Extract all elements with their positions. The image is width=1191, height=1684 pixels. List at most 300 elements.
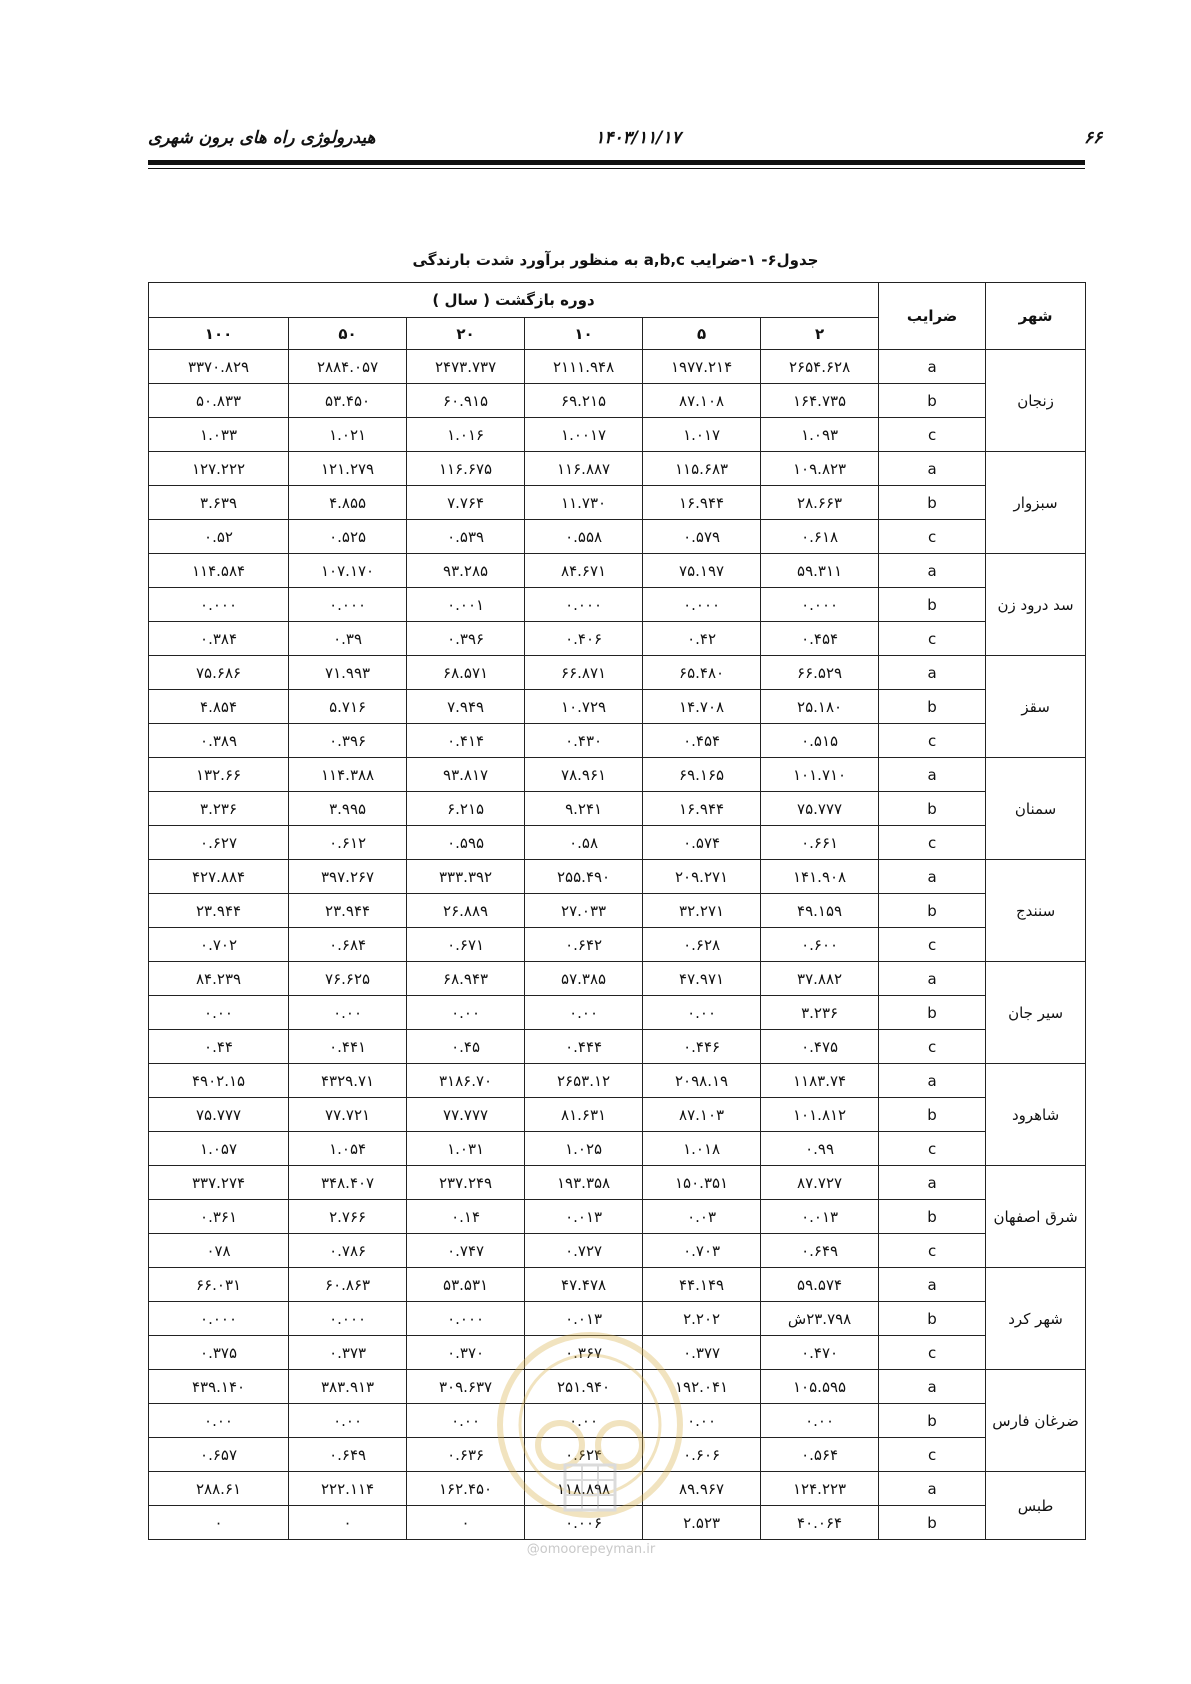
header-title: هیدرولوژی راه های برون شهری [148,128,376,148]
table-row [149,554,1086,588]
coefficient-value: ۳۱۸۶.۷۰ [407,1064,525,1098]
coefficient-value: ۸۷.۱۰۳ [643,1098,761,1132]
coefficient-value: ۰.۴۰۶ [525,622,643,656]
coefficient-label: a [879,1166,986,1200]
return-period-4: ۵۰ [289,318,407,350]
coefficient-value: ۳۲.۲۷۱ [643,894,761,928]
coefficient-value: ۷۵.۷۷۷ [761,792,879,826]
coefficient-value: ۸۷.۱۰۸ [643,384,761,418]
coefficient-value: ۳۹۷.۲۶۷ [289,860,407,894]
coefficient-value: ۰.۴۴ [149,1030,289,1064]
coefficient-value: ۲۲۲.۱۱۴ [289,1472,407,1506]
coefficient-label: a [879,554,986,588]
coefficient-value: ۰.۰۰ [407,996,525,1030]
coefficient-value: ۲۵.۱۸۰ [761,690,879,724]
city-name: سمنان [986,758,1086,860]
coefficient-value: ۰.۰۰۰ [643,588,761,622]
coefficient-value: ۲۸۸۴.۰۵۷ [289,350,407,384]
table-row [149,418,1086,452]
coefficient-value: ۰.۰۰۶ [525,1506,643,1540]
coefficient-value: ۱.۰۵۷ [149,1132,289,1166]
coefficient-label: b [879,1302,986,1336]
coefficient-value: ۰.۴۱۴ [407,724,525,758]
coefficient-label: c [879,622,986,656]
coefficient-value: ۰.۵۹۵ [407,826,525,860]
coefficient-value: ۸۱.۶۳۱ [525,1098,643,1132]
table-row [149,520,1086,554]
coefficient-value: ۰.۳۷۳ [289,1336,407,1370]
table-row [149,1200,1086,1234]
coefficient-value: ۴۳۲۹.۷۱ [289,1064,407,1098]
coefficient-label: c [879,826,986,860]
return-period-0: ۲ [761,318,879,350]
table-row [149,452,1086,486]
coefficient-value: ۱.۰۲۱ [289,418,407,452]
coefficient-value: ۰.۰۱۳ [525,1200,643,1234]
coefficient-value: ۰.۴۵ [407,1030,525,1064]
coefficient-value: ۰.۳۶۱ [149,1200,289,1234]
coefficient-label: a [879,1268,986,1302]
table-row [149,1506,1086,1540]
coefficient-value: ۰.۵۳۹ [407,520,525,554]
table-caption: جدول۶- ۱-ضرایب a,b,c به منظور برآورد شدت بارندگی [412,251,819,269]
coefficient-value: ۷۸.۹۶۱ [525,758,643,792]
table-row [149,1336,1086,1370]
coefficient-value: ۰.۶۱۲ [289,826,407,860]
coefficient-value: ۱۶۴.۷۳۵ [761,384,879,418]
coefficient-value: ۷۷.۷۲۱ [289,1098,407,1132]
coefficient-value: ۱۱۴.۵۸۴ [149,554,289,588]
coefficient-value: ۳.۶۳۹ [149,486,289,520]
coefficient-value: ۲۵۵.۴۹۰ [525,860,643,894]
coefficient-value: ۰.۷۰۳ [643,1234,761,1268]
coefficient-value: ۵۰.۸۳۳ [149,384,289,418]
coefficient-value: ۰.۰۰ [643,996,761,1030]
coefficient-value: ۰ [289,1506,407,1540]
coefficient-value: ۰.۶۱۸ [761,520,879,554]
coefficient-value: ۰.۰۰ [149,996,289,1030]
coefficient-value: ۲۳.۷۹۸ش [761,1302,879,1336]
coefficient-value: ۲۰۹.۲۷۱ [643,860,761,894]
coefficient-value: ۰.۶۰۰ [761,928,879,962]
coefficient-value: ۵.۷۱۶ [289,690,407,724]
coefficient-value: ۲۶.۸۸۹ [407,894,525,928]
coefficient-value: ۰.۴۵۴ [761,622,879,656]
coefficient-value: ۶۰.۸۶۳ [289,1268,407,1302]
coefficient-value: ۴۹.۱۵۹ [761,894,879,928]
coefficient-value: ۰ [407,1506,525,1540]
coefficient-value: ۰.۶۶۱ [761,826,879,860]
coefficient-value: ۶۰.۹۱۵ [407,384,525,418]
city-name: ضرغان فارس [986,1370,1086,1472]
coefficient-value: ۰.۰۰۰ [525,588,643,622]
city-name: سبزوار [986,452,1086,554]
coefficient-value: ۷۶.۶۲۵ [289,962,407,996]
coefficient-value: ۰ [149,1506,289,1540]
coefficient-value: ۱۱۸۳.۷۴ [761,1064,879,1098]
coefficient-value: ۵۳.۵۳۱ [407,1268,525,1302]
coefficient-value: ۱.۰۱۶ [407,418,525,452]
coefficient-value: ۵۳.۴۵۰ [289,384,407,418]
coefficient-value: ۰.۶۴۹ [289,1438,407,1472]
coefficient-value: ۰.۵۵۸ [525,520,643,554]
coefficient-value: ۰.۶۲۸ [643,928,761,962]
coefficient-label: a [879,962,986,996]
coefficient-label: b [879,1098,986,1132]
coefficient-value: ۰.۰۱۳ [761,1200,879,1234]
coefficient-value: ۱۲۴.۲۲۳ [761,1472,879,1506]
coefficient-label: b [879,1506,986,1540]
watermark-site: @omoorepeyman.ir [526,1542,656,1557]
coefficient-value: ۰.۰۰ [761,1404,879,1438]
coefficient-value: ۱۰۱.۷۱۰ [761,758,879,792]
coefficient-value: ۰.۵۶۴ [761,1438,879,1472]
coefficient-value: ۰.۰۰ [525,1404,643,1438]
page-number: ۶۶ [1084,128,1103,148]
coefficient-value: ۱۴۱.۹۰۸ [761,860,879,894]
table-row [149,1234,1086,1268]
coefficient-value: ۱۲۷.۲۲۲ [149,452,289,486]
coefficient-value: ۱.۰۳۱ [407,1132,525,1166]
city-name: سد درود زن [986,554,1086,656]
coefficient-value: ۸۴.۶۷۱ [525,554,643,588]
coefficient-value: ۷۷.۷۷۷ [407,1098,525,1132]
coefficient-value: ۶۹.۲۱۵ [525,384,643,418]
coefficient-value: ۱.۰۳۳ [149,418,289,452]
coefficient-value: ۲۱۱۱.۹۴۸ [525,350,643,384]
coefficient-value: ۱۰۱.۸۱۲ [761,1098,879,1132]
coefficient-value: ۰.۴۵۴ [643,724,761,758]
coefficient-value: ۱۴.۷۰۸ [643,690,761,724]
coefficient-value: ۰.۰۱۳ [525,1302,643,1336]
coefficient-value: ۲۰۹۸.۱۹ [643,1064,761,1098]
coefficient-value: ۱۰۷.۱۷۰ [289,554,407,588]
coefficient-value: ۰.۰۰ [289,996,407,1030]
coefficient-value: ۰.۱۴ [407,1200,525,1234]
coefficient-value: ۲۷.۰۳۳ [525,894,643,928]
coefficient-label: b [879,384,986,418]
coefficient-label: b [879,996,986,1030]
coefficient-value: ۴۹۰۲.۱۵ [149,1064,289,1098]
coefficient-value: ۱.۰۱۷ [643,418,761,452]
coefficient-value: ۰.۳۷۵ [149,1336,289,1370]
coefficient-value: ۴۲۷.۸۸۴ [149,860,289,894]
header-rule-thick [148,160,1085,165]
coefficient-value: ۱۹۷۷.۲۱۴ [643,350,761,384]
coefficient-label: a [879,860,986,894]
coefficient-value: ۶۶.۸۷۱ [525,656,643,690]
coefficient-label: a [879,1064,986,1098]
coefficient-label: c [879,1438,986,1472]
coefficient-value: ۰.۳۶۷ [525,1336,643,1370]
table-row [149,792,1086,826]
coefficient-value: ۱۱.۷۳۰ [525,486,643,520]
coefficient-label: b [879,894,986,928]
coefficient-value: ۳.۲۳۶ [149,792,289,826]
coefficient-value: ۰.۷۴۷ [407,1234,525,1268]
coefficient-value: ۰.۷۲۷ [525,1234,643,1268]
coefficient-label: a [879,350,986,384]
coefficient-value: ۰.۶۷۱ [407,928,525,962]
coefficient-value: ۶۹.۱۶۵ [643,758,761,792]
coefficient-value: ۹۳.۸۱۷ [407,758,525,792]
coefficient-value: ۱۳۲.۶۶ [149,758,289,792]
coefficient-label: a [879,452,986,486]
coefficient-value: ۰.۶۸۴ [289,928,407,962]
coefficient-value: ۱.۰۵۴ [289,1132,407,1166]
coefficient-value: ۹۳.۲۸۵ [407,554,525,588]
table-row [149,758,1086,792]
coefficient-value: ۰.۴۴۴ [525,1030,643,1064]
coefficient-value: ۲۵۱.۹۴۰ [525,1370,643,1404]
coefficient-value: ۳۰۹.۶۳۷ [407,1370,525,1404]
coefficient-value: ۰.۰۰۰ [761,588,879,622]
coefficient-value: ۸۴.۲۳۹ [149,962,289,996]
coefficient-value: ۰.۴۴۱ [289,1030,407,1064]
table-row [149,1064,1086,1098]
coefficient-value: ۰.۰۰۰ [289,1302,407,1336]
coefficient-value: ۱.۰۱۸ [643,1132,761,1166]
coefficient-value: ۱۱۶.۶۷۵ [407,452,525,486]
coefficient-value: ۸۷.۷۲۷ [761,1166,879,1200]
coefficient-value: ۲۴۷۳.۷۳۷ [407,350,525,384]
coefficient-label: b [879,486,986,520]
coefficient-value: ۱۱۸.۸۹۸ [525,1472,643,1506]
coefficient-value: ۰۷۸ [149,1234,289,1268]
coefficient-value: ۳.۹۹۵ [289,792,407,826]
coefficient-label: c [879,1132,986,1166]
coefficient-value: ۰.۳۸۴ [149,622,289,656]
city-name: شرق اصفهان [986,1166,1086,1268]
coefficient-value: ۶۸.۹۴۳ [407,962,525,996]
coefficient-value: ۱۰۵.۵۹۵ [761,1370,879,1404]
coefficient-value: ۹.۲۴۱ [525,792,643,826]
coefficient-value: ۰.۰۰ [289,1404,407,1438]
coefficient-value: ۰.۶۲۴ [525,1438,643,1472]
coefficient-value: ۰.۰۰ [407,1404,525,1438]
coefficient-value: ۰.۶۲۷ [149,826,289,860]
coefficient-value: ۰.۰۰۰ [149,1302,289,1336]
coefficient-value: ۴۷.۴۷۸ [525,1268,643,1302]
coefficient-value: ۷۵.۱۹۷ [643,554,761,588]
coefficient-value: ۳۳۷.۲۷۴ [149,1166,289,1200]
table-row [149,486,1086,520]
coefficient-label: b [879,690,986,724]
table-row [149,894,1086,928]
coefficient-value: ۴۳۹.۱۴۰ [149,1370,289,1404]
table-row [149,1370,1086,1404]
coefficient-value: ۱۱۶.۸۸۷ [525,452,643,486]
city-name: طبس [986,1472,1086,1540]
city-name: سنندج [986,860,1086,962]
coefficient-label: a [879,1370,986,1404]
coefficient-value: ۰.۴۷۵ [761,1030,879,1064]
table-row [149,1404,1086,1438]
coefficient-value: ۰.۰۰ [149,1404,289,1438]
table-row [149,928,1086,962]
coefficient-value: ۰.۴۷۰ [761,1336,879,1370]
coefficient-label: c [879,1030,986,1064]
coefficient-value: ۴۴.۱۴۹ [643,1268,761,1302]
coefficient-label: b [879,1200,986,1234]
coefficient-value: ۲۳۷.۲۴۹ [407,1166,525,1200]
coefficient-value: ۰.۰۰۰ [149,588,289,622]
header-date: ۱۴۰۳/۱۱/۱۷ [595,128,681,148]
city-name: شهر کرد [986,1268,1086,1370]
coefficient-label: a [879,656,986,690]
coefficient-value: ۵۹.۳۱۱ [761,554,879,588]
coefficient-value: ۰.۷۸۶ [289,1234,407,1268]
coefficient-label: b [879,1404,986,1438]
coefficient-label: c [879,1336,986,1370]
coefficient-label: b [879,588,986,622]
coefficient-label: c [879,928,986,962]
table-row [149,690,1086,724]
table-row [149,962,1086,996]
header-rule-thin [148,168,1085,169]
coefficients-table [148,282,1086,1540]
coefficient-value: ۱.۰۲۵ [525,1132,643,1166]
coefficient-value: ۶.۲۱۵ [407,792,525,826]
coefficient-value: ۷۵.۷۷۷ [149,1098,289,1132]
coefficient-value: ۶۸.۵۷۱ [407,656,525,690]
table-row [149,996,1086,1030]
coefficient-value: ۳.۲۳۶ [761,996,879,1030]
coefficient-value: ۱.۰۰۱۷ [525,418,643,452]
coefficient-value: ۰.۵۷۹ [643,520,761,554]
table-row [149,1438,1086,1472]
coefficient-value: ۷۵.۶۸۶ [149,656,289,690]
coefficient-value: ۳۴۸.۴۰۷ [289,1166,407,1200]
city-name: زنجان [986,350,1086,452]
coefficient-value: ۰.۶۴۹ [761,1234,879,1268]
coefficient-value: ۲۶۵۴.۶۲۸ [761,350,879,384]
coefficient-value: ۰.۶۳۶ [407,1438,525,1472]
coefficient-value: ۰.۵۷۴ [643,826,761,860]
coefficient-value: ۰.۷۰۲ [149,928,289,962]
coefficient-value: ۳۳۳.۳۹۲ [407,860,525,894]
coefficient-value: ۴۷.۹۷۱ [643,962,761,996]
coefficient-label: c [879,418,986,452]
coefficient-value: ۳۸۳.۹۱۳ [289,1370,407,1404]
coefficient-label: b [879,792,986,826]
coefficient-value: ۰.۰۰ [643,1404,761,1438]
coefficient-value: ۱۱۴.۳۸۸ [289,758,407,792]
coefficient-value: ۰.۰۰ [525,996,643,1030]
coefficient-value: ۱۶.۹۴۴ [643,486,761,520]
coefficient-value: ۲۸.۶۶۳ [761,486,879,520]
table-row [149,724,1086,758]
coefficient-value: ۲.۲۰۲ [643,1302,761,1336]
coefficient-value: ۰.۳۸۹ [149,724,289,758]
coefficient-value: ۰.۵۸ [525,826,643,860]
coefficient-value: ۱۶۲.۴۵۰ [407,1472,525,1506]
coefficient-value: ۰.۰۰۰ [289,588,407,622]
coefficient-value: ۰.۳۷۰ [407,1336,525,1370]
coefficient-value: ۰.۳۹ [289,622,407,656]
coefficient-value: ۰.۴۲ [643,622,761,656]
coefficient-value: ۴.۸۵۴ [149,690,289,724]
table-row [149,588,1086,622]
coefficient-value: ۱۱۵.۶۸۳ [643,452,761,486]
table-row [149,1030,1086,1064]
table-row [149,384,1086,418]
table-row [149,826,1086,860]
coefficient-value: ۶۵.۴۸۰ [643,656,761,690]
coefficient-value: ۰.۴۴۶ [643,1030,761,1064]
coefficient-value: ۳۳۷۰.۸۲۹ [149,350,289,384]
table-row [149,1302,1086,1336]
coefficient-column-header: ضرایب [879,283,986,350]
coefficient-value: ۲۸۸.۶۱ [149,1472,289,1506]
coefficient-value: ۲۶۵۳.۱۲ [525,1064,643,1098]
coefficient-value: ۸۹.۹۶۷ [643,1472,761,1506]
table-row [149,1132,1086,1166]
city-name: شاهرود [986,1064,1086,1166]
coefficient-value: ۰.۳۷۷ [643,1336,761,1370]
coefficient-value: ۴.۸۵۵ [289,486,407,520]
coefficient-value: ۰.۶۵۷ [149,1438,289,1472]
coefficient-label: c [879,1234,986,1268]
table-row [149,350,1086,384]
coefficient-value: ۰.۰۰۱ [407,588,525,622]
return-period-1: ۵ [643,318,761,350]
coefficient-value: ۳۷.۸۸۲ [761,962,879,996]
coefficient-label: c [879,520,986,554]
coefficient-value: ۱۲۱.۲۷۹ [289,452,407,486]
return-period-3: ۲۰ [407,318,525,350]
coefficient-value: ۱۹۳.۳۵۸ [525,1166,643,1200]
city-column-header: شهر [986,283,1086,350]
coefficient-value: ۱۰۹.۸۲۳ [761,452,879,486]
city-name: سیر جان [986,962,1086,1064]
coefficient-value: ۶۶.۵۲۹ [761,656,879,690]
return-period-header: دوره بازگشت ( سال ) [149,283,879,318]
coefficient-value: ۰.۹۹ [761,1132,879,1166]
coefficient-value: ۱۵۰.۳۵۱ [643,1166,761,1200]
coefficient-value: ۰.۰۳ [643,1200,761,1234]
return-period-2: ۱۰ [525,318,643,350]
coefficient-value: ۱.۰۹۳ [761,418,879,452]
coefficient-value: ۰.۰۰۰ [407,1302,525,1336]
coefficient-value: ۰.۵۲ [149,520,289,554]
coefficient-value: ۱۰.۷۲۹ [525,690,643,724]
table-row [149,1472,1086,1506]
coefficient-label: a [879,1472,986,1506]
coefficient-value: ۰.۳۹۶ [407,622,525,656]
coefficient-value: ۴۰.۰۶۴ [761,1506,879,1540]
city-name: سقز [986,656,1086,758]
table-row [149,656,1086,690]
return-period-5: ۱۰۰ [149,318,289,350]
coefficient-value: ۰.۶۰۶ [643,1438,761,1472]
table-row [149,1098,1086,1132]
coefficient-value: ۲.۷۶۶ [289,1200,407,1234]
coefficient-value: ۰.۶۴۲ [525,928,643,962]
coefficient-value: ۰.۴۳۰ [525,724,643,758]
table-row [149,1268,1086,1302]
table-row [149,860,1086,894]
coefficient-value: ۷.۹۴۹ [407,690,525,724]
coefficient-value: ۵۹.۵۷۴ [761,1268,879,1302]
coefficient-value: ۲.۵۲۳ [643,1506,761,1540]
page-header [148,128,1103,154]
table-row [149,622,1086,656]
coefficient-value: ۷۱.۹۹۳ [289,656,407,690]
coefficient-value: ۲۳.۹۴۴ [149,894,289,928]
coefficient-value: ۵۷.۳۸۵ [525,962,643,996]
coefficient-value: ۲۳.۹۴۴ [289,894,407,928]
